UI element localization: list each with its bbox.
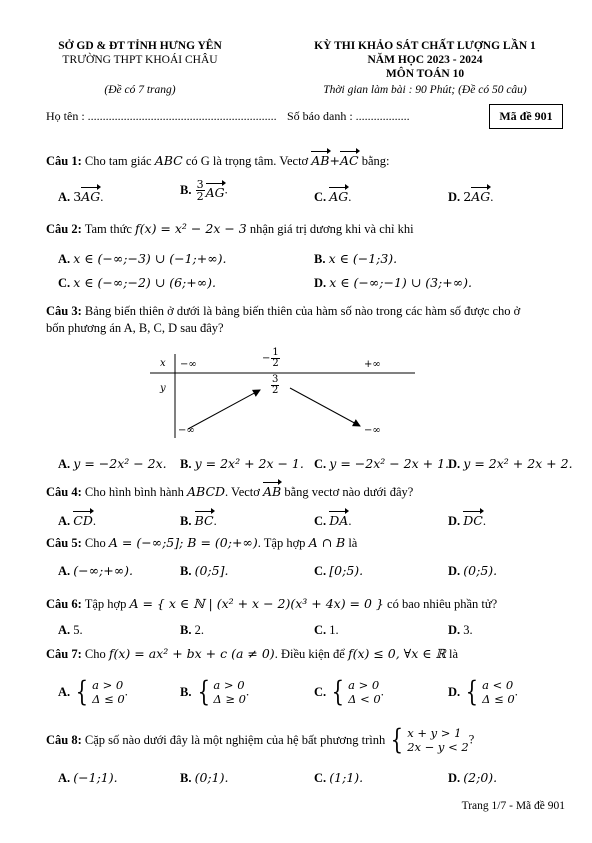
q6-option-b[interactable] (180, 623, 204, 638)
q7-option-a[interactable]: A. { a > 0 Δ ≤ 0 . (58, 675, 128, 709)
inequality-system (73, 675, 125, 709)
variation-table (150, 347, 420, 440)
option-letter: B. (180, 623, 192, 637)
denominator: 2 (272, 385, 279, 396)
q2-option-d[interactable] (314, 275, 472, 291)
system-row: 2x − y < 2 (407, 740, 469, 755)
question-text: Cặp số nào dưới đây là một nghiệm của hệ bất phương trình (84, 732, 386, 747)
option-letter: C. (314, 514, 327, 528)
question-text: có bao nhiêu phần tử? (387, 597, 498, 611)
option-value: x ∈ (−∞;−1) ∪ (3;+∞). (329, 275, 473, 290)
option-value: y = 2x² + 2x − 1. (194, 456, 304, 471)
q2-option-b[interactable] (314, 251, 397, 267)
option-letter: A. (58, 771, 71, 785)
option-value: (−∞;+∞). (73, 563, 133, 578)
school-name: TRƯỜNG THPT KHOÁI CHÂU (62, 54, 218, 66)
question-1 (46, 150, 389, 169)
q8-option-b[interactable] (180, 770, 228, 786)
option-letter: C. (314, 457, 327, 471)
math-expr: 2 (463, 189, 472, 204)
vector: AG (206, 182, 225, 200)
question-label: Câu 7: (46, 647, 82, 661)
q7-option-d[interactable]: D. { a < 0 Δ ≤ 0 . (448, 675, 518, 709)
question-7 (46, 646, 458, 662)
system-row: a > 0 (92, 678, 124, 692)
question-label: Câu 6: (46, 597, 82, 611)
school-year: NĂM HỌC 2023 - 2024 (367, 54, 483, 66)
student-name-field: Họ tên : ............................................................... (46, 109, 277, 123)
numerator: 1 (272, 347, 279, 358)
option-letter: A. (58, 623, 71, 637)
option-value: y = 2x² + 2x + 2. (463, 456, 573, 471)
option-value: x ∈ (−1;3). (328, 251, 398, 266)
q1-option-d[interactable]: D. 2AG. (448, 186, 493, 205)
fraction (196, 179, 205, 202)
question-text: Cho (84, 536, 106, 550)
option-value: (−1;1). (73, 770, 118, 785)
system-row: Δ ≥ 0 (213, 692, 246, 707)
system-row: a > 0 (213, 678, 245, 692)
q4-option-b[interactable]: B. BC. (180, 510, 217, 529)
table-y-right: −∞ (364, 425, 381, 436)
option-letter: D. (314, 276, 327, 290)
q8-option-a[interactable] (58, 770, 118, 786)
option-letter: C. (314, 190, 327, 204)
question-text: nhận giá trị dương khi và chỉ khi (249, 222, 414, 236)
fraction (271, 348, 279, 369)
option-value: 5. (73, 623, 83, 637)
question-text: là (348, 536, 358, 550)
exam-code-box: Mã đề 901 (489, 104, 563, 129)
q7-option-c[interactable]: C. { a > 0 Δ < 0 . (314, 675, 384, 709)
option-letter: A. (58, 564, 71, 578)
inequality-system (388, 723, 469, 757)
system-row: Δ ≤ 0 (92, 692, 125, 707)
option-letter: B. (314, 252, 326, 266)
option-letter: D. (448, 564, 461, 578)
option-value: (0;5]. (194, 563, 229, 578)
question-label: Câu 2: (46, 222, 82, 236)
brace: { (391, 723, 404, 757)
question-5 (46, 535, 357, 551)
option-letter: B. (180, 684, 192, 699)
subject: MÔN TOÁN 10 (385, 68, 465, 80)
q6-option-c[interactable] (314, 623, 339, 638)
inequality-system (463, 675, 515, 709)
vector: BC (195, 510, 214, 528)
brace: { (465, 675, 479, 709)
option-letter: B. (180, 183, 192, 197)
page-count-note: (Đề có 7 trang) (104, 84, 176, 96)
option-letter: C. (314, 564, 327, 578)
option-letter: C. (314, 684, 327, 699)
q1-option-a[interactable]: A. 3AG. (58, 186, 103, 205)
department-name: SỞ GD & ĐT TỈNH HƯNG YÊN (58, 40, 222, 52)
page-footer: Trang 1/7 - Mã đề 901 (461, 800, 565, 812)
math-op: + (329, 153, 340, 168)
q4-option-d[interactable]: D. DC. (448, 510, 486, 529)
q6-option-d[interactable] (448, 623, 473, 638)
question-8: Câu 8: Cặp số nào dưới đây là một nghiệm của hệ bất phương trình { x + y > 1 2x − y < 2 ? (46, 723, 475, 757)
q2-option-c[interactable] (58, 275, 216, 291)
option-letter: C. (58, 276, 71, 290)
q8-option-d[interactable] (448, 770, 497, 786)
question-text: Tam thức (84, 222, 132, 236)
option-letter: B. (180, 514, 192, 528)
question-text: Bảng biến thiên ở dưới là bảng biến thiên của hàm số nào trong các hàm số được cho ở (84, 304, 521, 318)
option-value: y = −2x² − 2x + 1. (329, 456, 450, 471)
denominator: 2 (272, 358, 279, 369)
table-x-label: x (160, 358, 166, 369)
question-label: Câu 4: (46, 485, 82, 499)
option-letter: A. (58, 190, 71, 204)
question-2 (46, 221, 414, 237)
option-letter: C. (314, 771, 327, 785)
option-value: (0;5). (463, 563, 498, 578)
q8-option-c[interactable] (314, 770, 363, 786)
math-expr: 3 (73, 189, 82, 204)
math-expr: f(x) ≤ 0, ∀x ∈ ℝ (347, 646, 446, 661)
option-letter: A. (58, 684, 71, 699)
q4-option-c[interactable]: C. DA. (314, 510, 351, 529)
q5-option-b[interactable] (180, 563, 228, 579)
math-expr: A = (−∞;5]; B = (0;+∞) (108, 535, 258, 550)
system-row: a < 0 (482, 678, 514, 692)
math-expr: ABC (154, 153, 183, 168)
option-letter: A. (58, 514, 71, 528)
question-label: Câu 1: (46, 154, 82, 168)
time-note: Thời gian làm bài : 90 Phút; (Đề có 50 câu) (323, 84, 527, 96)
q3-option-d[interactable] (448, 456, 573, 472)
question-text: . Điều kiện để (274, 647, 345, 661)
table-x-mid (262, 348, 281, 369)
option-letter: D. (448, 771, 461, 785)
option-value: 3. (463, 623, 473, 637)
increase-arrow (188, 390, 260, 429)
question-text: có G là trọng tâm. Vectơ (185, 154, 309, 168)
brace: { (75, 675, 89, 709)
q5-option-a[interactable] (58, 563, 133, 579)
exam-title: KỲ THI KHẢO SÁT CHẤT LƯỢNG LẦN 1 (314, 40, 536, 52)
question-3-line2: bốn phương án A, B, C, D sau đây? (46, 321, 224, 335)
brace: { (197, 675, 210, 709)
table-x-left: −∞ (180, 359, 197, 370)
math-expr: A = { x ∈ ℕ | (x² + x − 2)(x³ + 4x) = 0 } (129, 596, 384, 611)
option-value: 1. (329, 623, 339, 637)
option-value: 2. (194, 623, 204, 637)
system-row: Δ < 0 (348, 692, 381, 707)
question-text: bằng vectơ nào dưới đây? (284, 485, 414, 499)
question-text: bằng: (361, 154, 390, 168)
option-letter: D. (448, 190, 461, 204)
q3-option-a[interactable] (58, 456, 167, 472)
option-value: y = −2x² − 2x. (73, 456, 167, 471)
vector: AG (471, 186, 490, 204)
q2-option-a[interactable] (58, 251, 226, 267)
question-text: . Vectơ (225, 485, 260, 499)
question-6 (46, 596, 497, 612)
decrease-arrow (290, 388, 360, 426)
option-letter: B. (180, 771, 192, 785)
option-value: (2;0). (463, 770, 498, 785)
table-y-max (270, 375, 280, 396)
q5-option-d[interactable] (448, 563, 497, 579)
question-text: . Tập hợp (257, 536, 306, 550)
table-y-left: −∞ (178, 425, 195, 436)
vector: AB (311, 150, 329, 168)
question-3 (46, 304, 556, 319)
option-letter: A. (58, 252, 71, 266)
table-y-label: y (160, 383, 166, 394)
numerator: 3 (196, 178, 204, 191)
option-letter: A. (58, 457, 71, 471)
system-row: x + y > 1 (407, 726, 462, 740)
option-value: (0;1). (194, 770, 229, 785)
option-value: (1;1). (329, 770, 364, 785)
table-x-right: +∞ (364, 359, 381, 370)
q6-option-a[interactable] (58, 623, 83, 638)
question-label: Câu 5: (46, 536, 82, 550)
math-expr: f(x) = x² − 2x − 3 (135, 221, 247, 236)
brace: { (331, 675, 345, 709)
question-text: Cho hình bình hành (84, 485, 184, 499)
option-value: [0;5). (329, 563, 364, 578)
question-text: là (449, 647, 459, 661)
system-row: Δ ≤ 0 (482, 692, 515, 707)
option-letter: D. (448, 457, 461, 471)
q3-option-c[interactable] (314, 456, 449, 472)
q7-option-b[interactable]: B. { a > 0 Δ ≥ 0 . (180, 675, 250, 709)
question-text: Tập hợp (84, 597, 127, 611)
q1-option-b[interactable]: B. $\frac{3}{2}$ AG. (180, 178, 228, 203)
minus-sign: − (262, 353, 271, 364)
candidate-number-field: Số báo danh : .................. (287, 109, 410, 123)
question-text: Cho (84, 647, 106, 661)
math-expr: A ∩ B (308, 535, 346, 550)
option-letter: C. (314, 623, 327, 637)
q4-option-a[interactable]: A. CD. (58, 510, 96, 529)
inequality-system (329, 675, 381, 709)
q1-option-c[interactable]: C. AG. (314, 186, 351, 205)
vector: AG (329, 186, 348, 204)
question-label: Câu 3: (46, 304, 82, 318)
option-letter: B. (180, 564, 192, 578)
system-row: a > 0 (348, 678, 380, 692)
math-expr: f(x) = ax² + bx + c (a ≠ 0) (108, 646, 275, 661)
option-letter: D. (448, 623, 461, 637)
option-value: x ∈ (−∞;−3) ∪ (−1;+∞). (73, 251, 227, 266)
numerator: 3 (272, 374, 279, 385)
question-4 (46, 481, 413, 500)
option-letter: D. (448, 514, 461, 528)
option-letter: D. (448, 684, 461, 699)
q3-option-b[interactable] (180, 456, 304, 472)
denominator: 2 (196, 190, 204, 203)
option-letter: B. (180, 457, 192, 471)
vector: AG (81, 186, 100, 204)
math-expr: ABCD (187, 484, 226, 499)
vector: CD (73, 510, 93, 528)
vector: AC (340, 150, 359, 168)
q5-option-c[interactable] (314, 563, 363, 579)
option-value: x ∈ (−∞;−2) ∪ (6;+∞). (73, 275, 217, 290)
question-text: Cho tam giác (84, 154, 152, 168)
question-label: Câu 8: (46, 732, 82, 747)
vector: DA (329, 510, 348, 528)
vector: AB (263, 481, 281, 499)
fraction (271, 375, 279, 396)
inequality-system (195, 675, 246, 709)
vector: DC (463, 510, 483, 528)
